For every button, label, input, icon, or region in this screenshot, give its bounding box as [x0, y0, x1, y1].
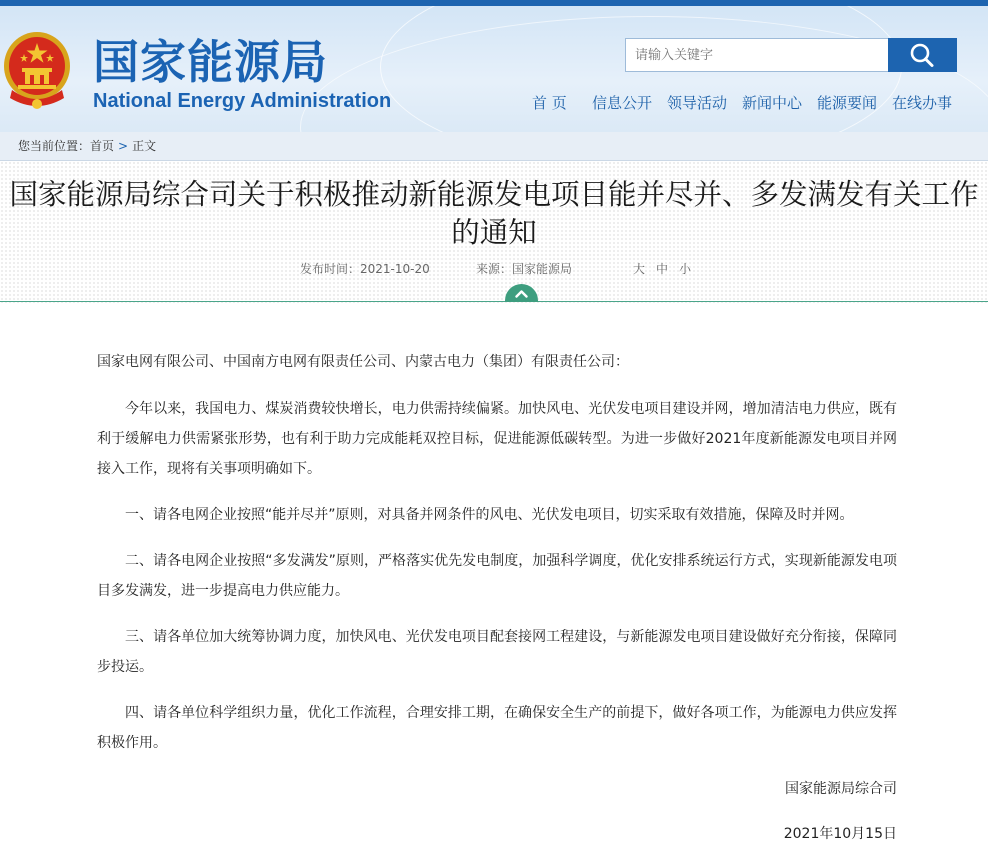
breadcrumb-home-link[interactable]: 首页: [90, 139, 115, 153]
signature: 国家能源局综合司: [785, 781, 897, 797]
header-divider: [0, 301, 988, 302]
font-size-small[interactable]: 小: [679, 262, 692, 276]
site-logo-english[interactable]: National Energy Administration: [93, 90, 392, 112]
document-date: 2021年10月15日: [783, 826, 897, 842]
article-header: [0, 161, 988, 303]
breadcrumb-prefix: 您当前位置：: [18, 139, 91, 153]
nav-item-energy-news[interactable]: 能源要闻: [817, 94, 878, 112]
nav-item-online-services[interactable]: 在线办事: [892, 94, 953, 112]
article-source: [476, 261, 572, 277]
body-paragraph: 今年以来，我国电力、煤炭消费较快增长，电力供需持续偏紧。加快风电、光伏发电项目建设并网，增加清洁电力供应，既有利于缓解电力供需紧张形势，也有利于助力完成能耗双控目标，促进能源低碳转型。为进一步做好2021年度新能源发电项目并网接入工作，现将有关事项明确如下。: [97, 401, 897, 477]
site-header: [0, 6, 988, 132]
source-value: 国家能源局: [512, 262, 573, 276]
font-size-medium[interactable]: 中: [656, 262, 669, 276]
article-title: 国家能源局综合司关于积极推动新能源发电项目能并尽并、多发满发有关工作的通知: [9, 178, 979, 249]
body-paragraph: 二、请各电网企业按照“多发满发”原则，严格落实优先发电制度，加强科学调度，优化安排系统运行方式，实现新能源发电项目多发满发，进一步提高电力供应能力。: [97, 553, 897, 599]
collapse-toggle-button[interactable]: [505, 284, 538, 302]
nav-item-leadership[interactable]: 领导活动: [667, 94, 728, 112]
body-paragraph: 四、请各单位科学组织力量，优化工作流程，合理安排工期，在确保安全生产的前提下，做好各项工作，为能源电力供应发挥积极作用。: [97, 705, 897, 751]
national-emblem-icon: [2, 30, 72, 112]
chevron-up-icon: [515, 289, 528, 298]
nav-item-news-center[interactable]: 新闻中心: [742, 94, 803, 112]
search-icon: [888, 38, 957, 72]
search-button[interactable]: [888, 38, 957, 72]
publish-date-value: 2021-10-20: [360, 262, 430, 276]
breadcrumb-current: 正文: [132, 139, 157, 153]
publish-date: [300, 261, 430, 277]
article-body: [97, 347, 897, 849]
nav-item-home[interactable]: 首 页: [532, 94, 567, 112]
publish-date-label: 发布时间：: [300, 262, 361, 276]
font-size-large[interactable]: 大: [633, 262, 646, 276]
body-paragraph: 三、请各单位加大统筹协调力度，加快风电、光伏发电项目配套接网工程建设，与新能源发电项目建设做好充分衔接，保障同步投运。: [97, 629, 897, 675]
breadcrumb: [0, 132, 988, 161]
breadcrumb-separator: >: [118, 139, 129, 153]
salutation: 国家电网有限公司、中国南方电网有限责任公司、内蒙古电力（集团）有限责任公司：: [97, 354, 629, 370]
body-paragraph: 一、请各电网企业按照“能并尽并”原则，对具备并网条件的风电、光伏发电项目，切实采取有效措施，保障及时并网。: [125, 507, 854, 523]
search-input[interactable]: [625, 38, 889, 72]
site-logo-chinese[interactable]: 国家能源局: [93, 35, 328, 89]
source-label: 来源：: [476, 262, 513, 276]
nav-item-info-disclosure[interactable]: 信息公开: [592, 94, 653, 112]
